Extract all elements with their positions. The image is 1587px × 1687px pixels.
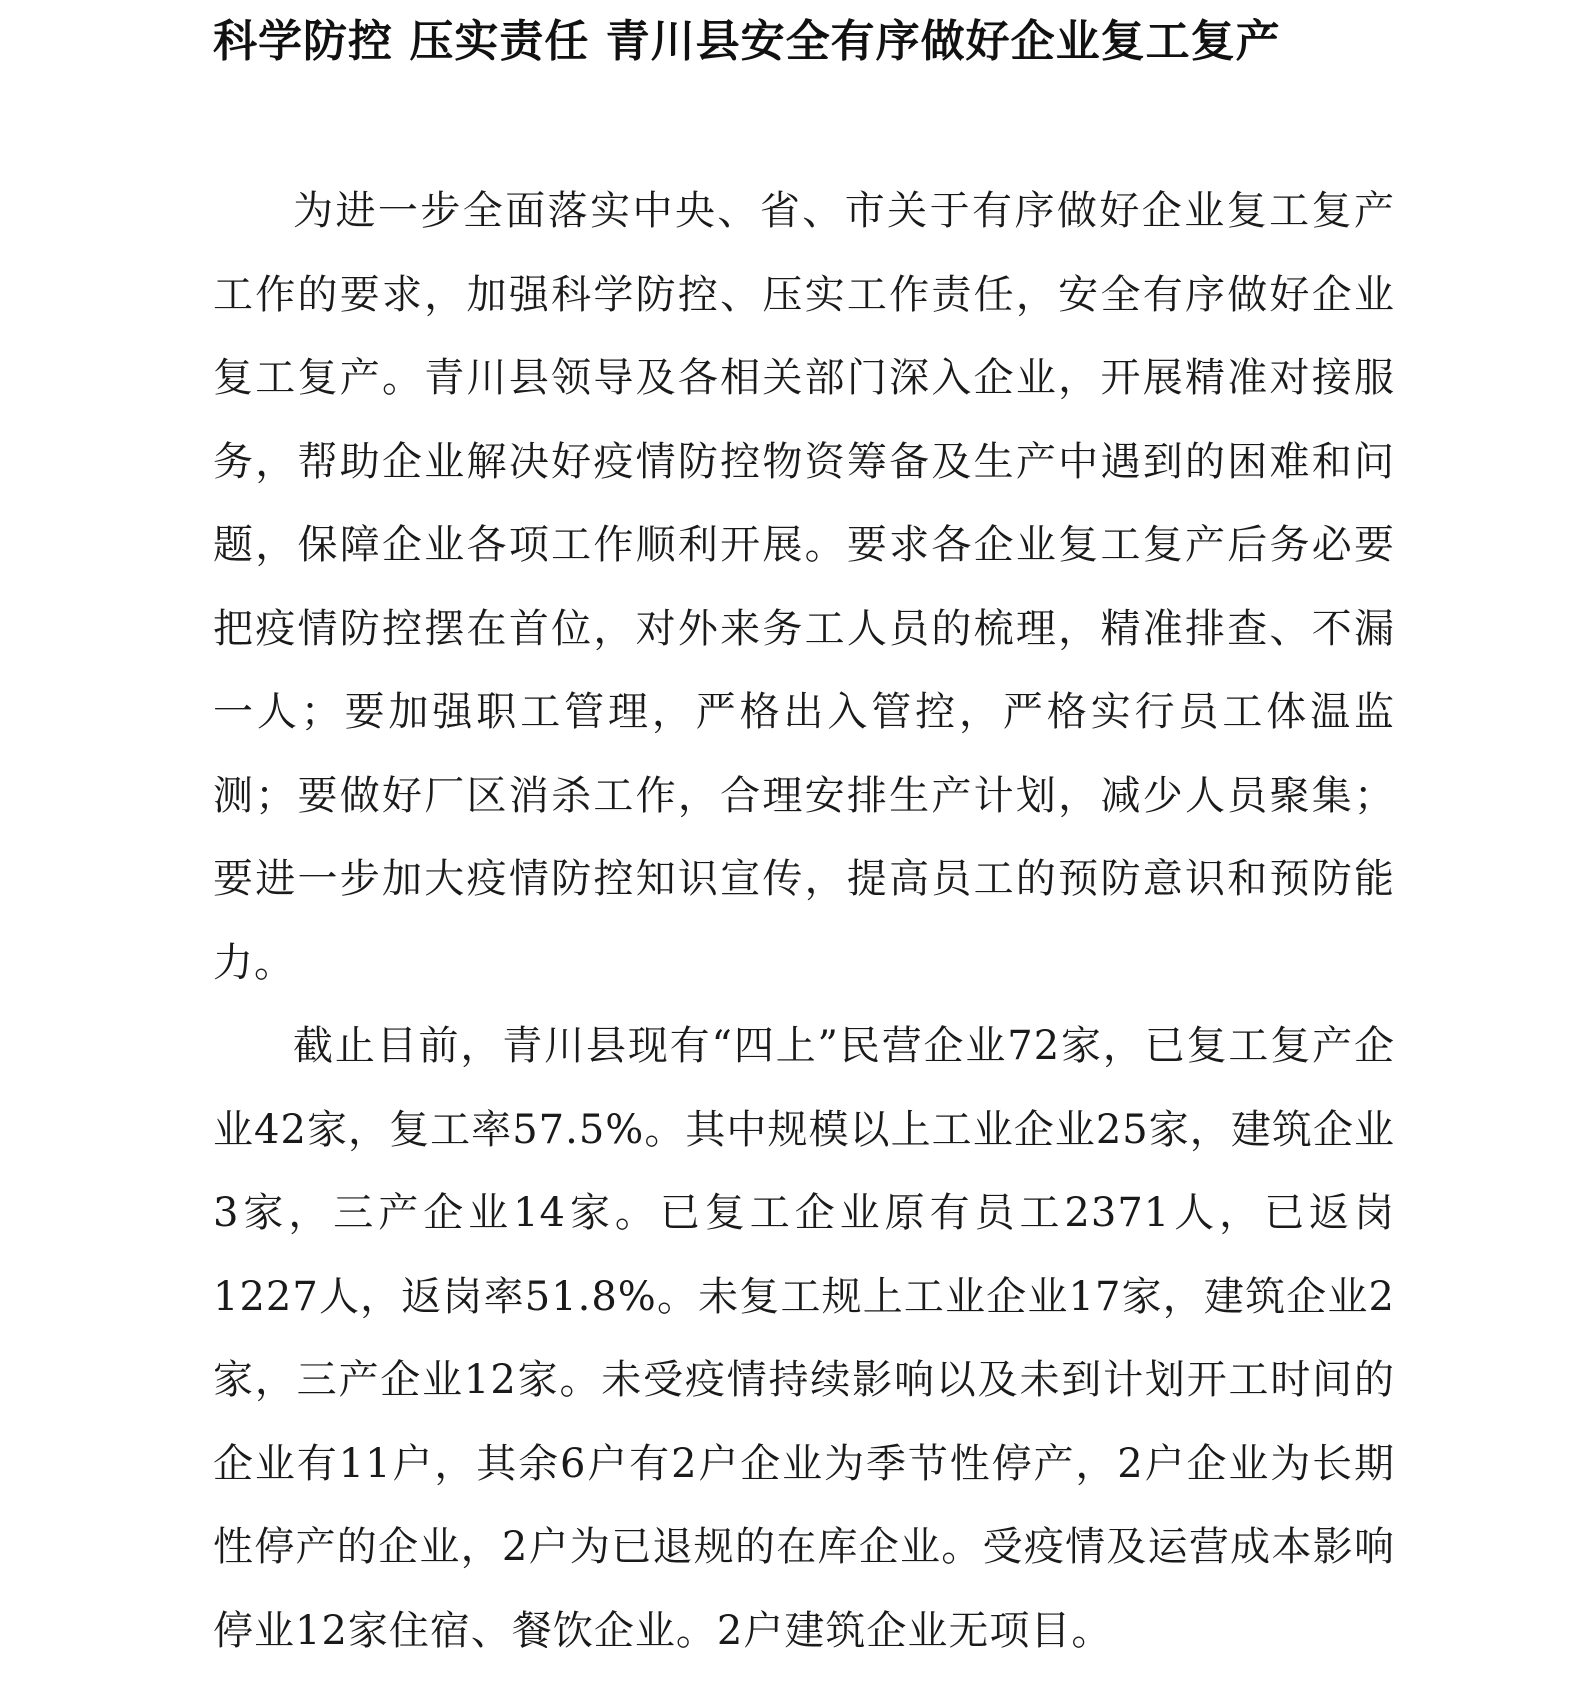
document-body [213,170,1395,1673]
document-title: 科学防控 压实责任 青川县安全有序做好企业复工复产 [213,16,1281,67]
paragraph-resumption-statistics: 截止目前，青川县现有“四上”民营企业72家，已复工复产企业42家，复工率57.5%。其中规模以上工业企业25家，建筑企业3家，三产企业14家。已复工企业原有员工2371人，已返岗1227人，返岗率51.8%。未复工规上工业企业17家，建筑企业2家，三产企业12家。未受疫情持续影响以及未到计划开工时间的企业有11户，其余6户有2户企业为季节性停产，2户企业为长期性停产的企业，2户为已退规的在库企业。受疫情及运营成本影响停业12家住宿、餐饮企业。2户建筑企业无项目。 [213,1023,1395,1654]
paragraph-epidemic-control: 为进一步全面落实中央、省、市关于有序做好企业复工复产工作的要求，加强科学防控、压实工作责任，安全有序做好企业复工复产。青川县领导及各相关部门深入企业，开展精准对接服务，帮助企业解决好疫情防控物资筹备及生产中遇到的困难和问题，保障企业各项工作顺利开展。要求各企业复工复产后务必要把疫情防控摆在首位，对外来务工人员的梳理，精准排查、不漏一人；要加强职工管理，严格出入管控，严格实行员工体温监测；要做好厂区消杀工作，合理安排生产计划，减少人员聚集；要进一步加大疫情防控知识宣传，提高员工的预防意识和预防能力。 [213,188,1395,986]
